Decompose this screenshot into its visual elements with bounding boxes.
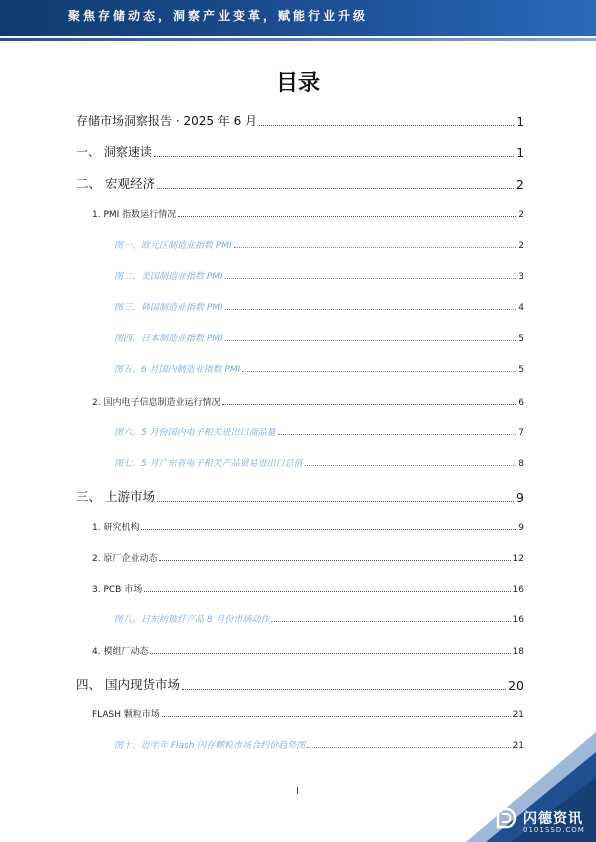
toc-page: 16 xyxy=(512,585,524,595)
page-title: 目录 xyxy=(275,71,320,96)
toc-page: 9 xyxy=(518,523,524,533)
toc-label: 一、 洞察速读 xyxy=(76,145,152,159)
toc-label: 3. PCB 市场 xyxy=(92,585,143,595)
toc-page: 21 xyxy=(512,741,524,751)
toc-label: 图三、韩国制造业指数 PMI xyxy=(114,303,223,313)
toc-label: 存储市场洞察报告 · 2025 年 6 月 xyxy=(76,114,258,128)
toc-page: 1 xyxy=(516,146,524,160)
toc-entry-figure-2[interactable] xyxy=(114,269,524,282)
toc-entry-pmi[interactable] xyxy=(92,207,524,220)
toc-entry-figure-8[interactable] xyxy=(114,612,524,625)
toc-page: 2 xyxy=(516,177,524,192)
page-number: I xyxy=(296,786,299,797)
toc-leader xyxy=(225,308,517,310)
toc-page: 7 xyxy=(518,428,524,438)
logo-name: 闪德资讯 xyxy=(523,811,583,827)
toc-label: 图四、日本制造业指数 PMI xyxy=(114,334,223,344)
toc-entry-figure-3[interactable] xyxy=(114,300,524,313)
toc-entry-spot-market[interactable] xyxy=(76,675,524,693)
toc-leader xyxy=(182,688,506,690)
toc-leader xyxy=(178,215,516,217)
toc-leader xyxy=(305,464,517,466)
toc-entry-figure-4[interactable] xyxy=(114,331,524,344)
toc-entry-pcb[interactable] xyxy=(92,582,524,595)
toc-leader xyxy=(154,155,515,157)
toc-leader xyxy=(222,403,516,405)
toc-label: 1. PMI 指数运行情况 xyxy=(92,210,177,220)
toc-page: 8 xyxy=(518,459,524,469)
toc-label: 1. 研究机构 xyxy=(92,523,140,533)
logo-url: 0101SSD.COM xyxy=(523,826,585,834)
toc-page: 12 xyxy=(512,554,524,564)
toc-label: 图二、美国制造业指数 PMI xyxy=(114,272,223,282)
toc-page: 18 xyxy=(512,647,524,657)
toc-entry-manufacturers[interactable] xyxy=(92,551,524,564)
toc-label: 图一、欧元区制造业指数 PMI xyxy=(114,241,232,251)
toc-leader xyxy=(225,339,517,341)
toc-entry-figure-6[interactable] xyxy=(114,425,524,438)
toc-page: 1 xyxy=(516,115,524,129)
toc-leader xyxy=(259,124,514,126)
toc-leader xyxy=(144,590,510,592)
toc-entry-report-title[interactable] xyxy=(76,112,524,129)
toc-label: 二、 宏观经济 xyxy=(76,176,155,191)
toc-label: 4. 模组厂动态 xyxy=(92,647,149,657)
toc-entry-electronics[interactable] xyxy=(92,395,524,408)
toc-leader xyxy=(150,652,510,654)
toc-leader xyxy=(234,246,517,248)
toc-page: 4 xyxy=(518,303,524,313)
toc-leader xyxy=(159,559,510,561)
toc-leader xyxy=(162,715,511,717)
toc-leader xyxy=(141,528,516,530)
toc-entry-insight[interactable] xyxy=(76,143,524,160)
toc-label: 2. 原厂企业动态 xyxy=(92,554,158,564)
toc-page: 3 xyxy=(518,272,524,282)
toc-label: 图七、5 月广东省电子相关产品贸易进出口总值 xyxy=(114,459,303,469)
toc-label: FLASH 颗粒市场 xyxy=(92,710,160,720)
toc-entry-upstream[interactable] xyxy=(76,487,524,505)
toc-label: 图五、6 月国内制造业指数 PMI xyxy=(114,365,241,375)
toc-label: 图六、5 月份国内电子相关进出口商品量 xyxy=(114,428,276,438)
toc-leader xyxy=(242,370,516,372)
toc-page: 2 xyxy=(518,210,524,220)
toc-label: 三、 上游市场 xyxy=(76,489,155,504)
header-slogan: 聚焦存储动态，洞察产业变革，赋能行业升级 xyxy=(68,9,369,23)
toc-leader xyxy=(225,277,517,279)
toc-entry-figure-1[interactable] xyxy=(114,238,524,251)
toc-page: 6 xyxy=(518,398,524,408)
toc-page: 16 xyxy=(512,615,524,625)
toc-entry-research[interactable] xyxy=(92,520,524,533)
toc-entry-figure-7[interactable] xyxy=(114,456,524,469)
toc-page: 9 xyxy=(516,490,524,505)
toc-page: 2 xyxy=(518,241,524,251)
toc-label: 2. 国内电子信息制造业运行情况 xyxy=(92,398,221,408)
toc-page: 5 xyxy=(518,365,524,375)
toc-entry-macro[interactable] xyxy=(76,174,524,192)
toc-leader xyxy=(278,433,517,435)
toc-label: 图八、日东纺玻纤产品 8 月份市场动作 xyxy=(114,615,270,625)
toc-leader xyxy=(157,187,514,189)
toc-label: 四、 国内现货市场 xyxy=(76,677,180,692)
toc-page: 20 xyxy=(508,678,524,693)
toc-entry-module[interactable] xyxy=(92,644,524,657)
toc-page: 5 xyxy=(518,334,524,344)
toc-label: 图十、近半年 Flash 闪存颗粒市场合约价趋势图 xyxy=(114,741,306,751)
toc-entry-figure-5[interactable] xyxy=(114,362,524,375)
toc-leader xyxy=(157,500,514,502)
toc-page: 21 xyxy=(512,710,524,720)
toc-entry-flash[interactable] xyxy=(92,707,524,720)
logo-icon xyxy=(495,806,517,830)
toc-leader xyxy=(271,620,510,622)
